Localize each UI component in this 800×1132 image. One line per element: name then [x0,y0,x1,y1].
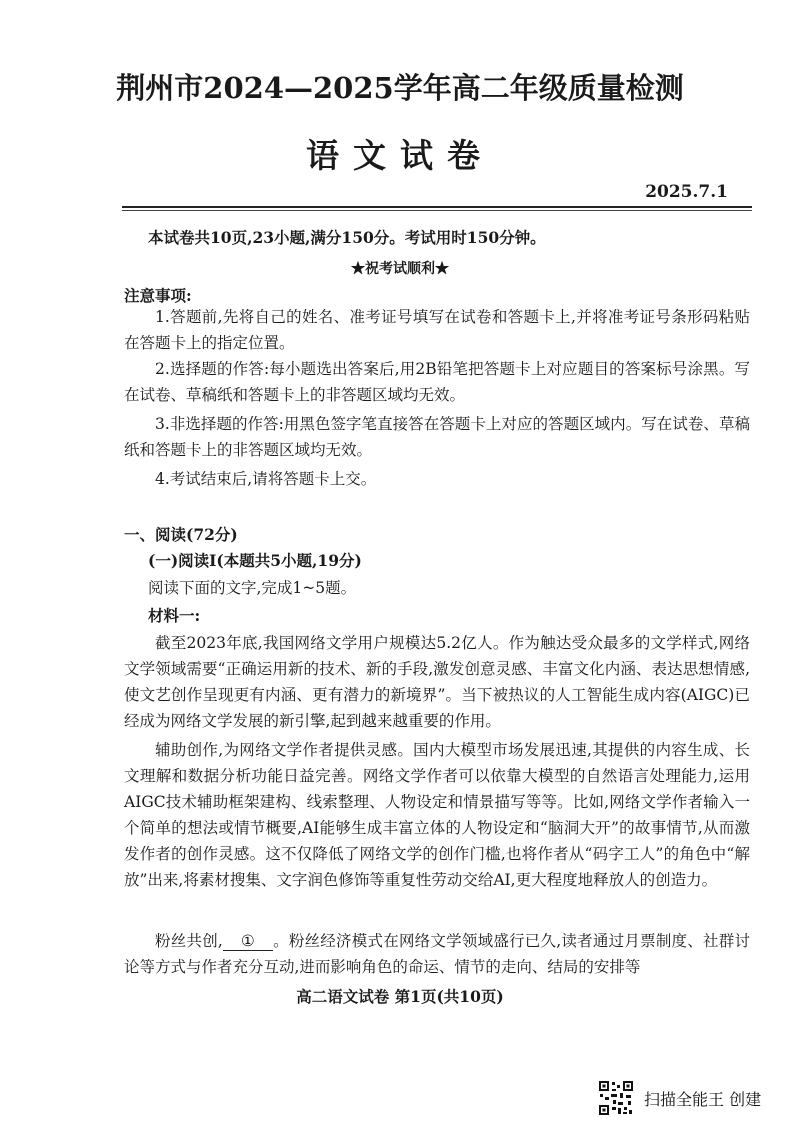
note-item: 4.考试结束后,请将答题卡上交。 [155,470,377,488]
header-divider-thin [122,210,752,211]
exam-title: 荆州市2024—2025学年高二年级质量检测 [116,71,684,105]
exam-date: 2025.7.1 [645,182,728,202]
reading-instruction: 阅读下面的文字,完成1~5题。 [148,579,357,597]
note-item: 3.非选择题的作答:用黑色签字笔直接答在答题卡上对应的答题区域内。写在试卷、草稿纸和答题卡上的非答题区域均无效。 [124,415,750,459]
material-label: 材料一: [148,606,201,625]
header-divider [122,206,752,208]
qr-code-icon [598,1080,634,1116]
notes-heading: 注意事项: [124,286,192,305]
material-paragraph: 辅助创作,为网络文学作者提供灵感。国内大模型市场发展迅速,其提供的内容生成、长文理解和数据分析功能日益完善。网络文学作者可以依靠大模型的自然语言处理能力,运用AIGC技术辅助框架建构、线索整理、人物设定和情景描写等等。比如,网络文学作者输入一个简单的想法或情节概要,AI能够生成丰富立体的人物设定和“脑洞大开”的故事情节,从而激发作者的创作灵感。这不仅降低了网络文学的创作门槛,也将作者从“码字工人”的角色中“解放”出来,将素材搜集、文字润色修饰等重复性劳动交给AI,更大程度地释放人的创造力。 [124,741,750,889]
exam-subtitle: 语文试卷 [306,136,494,175]
section-heading: 一、阅读(72分) [124,525,238,544]
fill-blank-1: ① [223,932,273,951]
scanner-watermark: 扫描全能王 创建 [644,1090,762,1109]
good-luck-line: ★祝考试顺利★ [351,261,449,277]
note-item: 2.选择题的作答:每小题选出答案后,用2B铅笔把答题卡上对应题目的答案标号涂黑。写在试卷、草稿纸和答题卡上的非答题区域均无效。 [124,360,750,404]
material-paragraph: 截至2023年底,我国网络文学用户规模达5.2亿人。作为触达受众最多的文学样式,网络文学领域需要“正确运用新的技术、新的手段,激发创意灵感、丰富文化内涵、表达思想情感,使文艺创作呈现更有内涵、更有潜力的新境界”。当下被热议的人工智能生成内容(AIGC)已经成为网络文学发展的新引擎,起到越来越重要的作用。 [124,634,750,730]
page-footer: 高二语文试卷 第1页(共10页) [296,987,504,1006]
material-paragraph [124,928,750,980]
note-item: 1.答题前,先将自己的姓名、准考证号填写在试卷和答题卡上,并将准考证号条形码粘贴在答题卡上的指定位置。 [124,308,750,352]
exam-info: 本试卷共10页,23小题,满分150分。考试用时150分钟。 [148,228,546,247]
paragraph-rest: 。粉丝经济模式在网络文学领域盛行已久,读者通过月票制度、社群讨论等方式与作者充分互动,进而影响角色的命运、情节的走向、结局的安排等 [124,932,750,976]
paragraph-start: 粉丝共创, [155,932,223,950]
subsection-heading: (一)阅读Ⅰ(本题共5小题,19分) [148,551,362,570]
